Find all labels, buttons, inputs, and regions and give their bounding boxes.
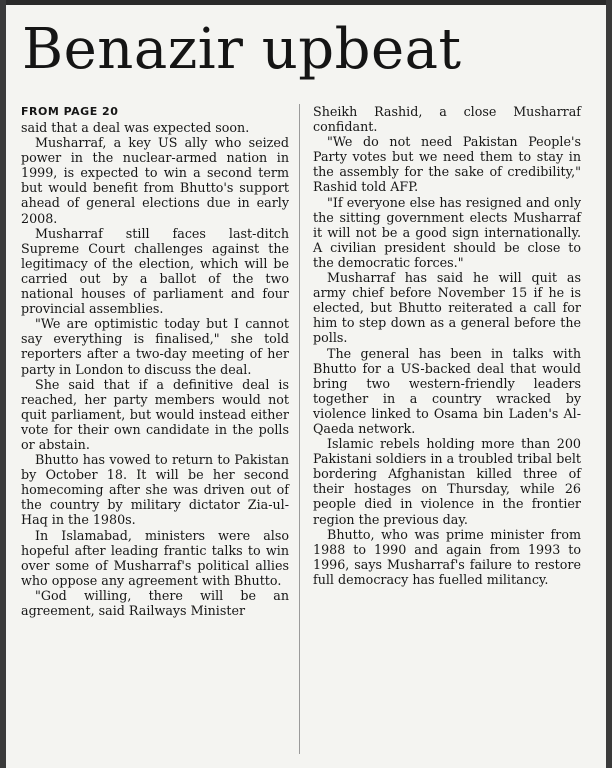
body-paragraph: Musharraf has said he will quit as army chief before November 15 if he is elected, but Bhutto reiterated a call for him to step down as a general before the polls.: [313, 270, 581, 346]
body-paragraph: She said that if a definitive deal is reached, her party members would not quit parliament, but would instead either vote for their own candidate in the polls or abstain.: [21, 376, 289, 452]
body-paragraph: "We do not need Pakistan People's Party votes but we need them to stay in the assembly for the sake of credibility," Rashid told AFP.: [313, 134, 581, 195]
top-border-rule: [0, 0, 612, 5]
left-column: [21, 104, 289, 764]
body-paragraph: Bhutto has vowed to return to Pakistan by October 18. It will be her second homecoming after she was driven out of the country by military dictator Zia-ul-Haq in the 1980s.: [21, 452, 289, 528]
right-column: [313, 104, 581, 764]
left-border-rule: [0, 0, 6, 768]
body-paragraph: Sheikh Rashid, a close Musharraf confidant.: [313, 104, 581, 135]
body-paragraph: Musharraf still faces last-ditch Supreme Court challenges against the legitimacy of the election, which will be carried out by a ballot of the two national houses of parliament and four provincial assemblies.: [21, 225, 289, 317]
jump-line: FROM PAGE 20: [21, 105, 119, 118]
body-paragraph: The general has been in talks with Bhutto for a US-backed deal that would bring two western-friendly leaders together in a country wracked by violence linked to Osama bin Laden's Al-Qaeda network.: [313, 345, 581, 436]
body-paragraph: "We are optimistic today but I cannot say everything is finalised," she told reporters after a two-day meeting of her party in London to discuss the deal.: [21, 316, 289, 377]
body-paragraph: "If everyone else has resigned and only the sitting government elects Musharraf it will not be a good sign internationally. A civilian president should be close to the democratic forces.": [313, 194, 581, 270]
body-paragraph: In Islamabad, ministers were also hopeful after leading frantic talks to win over some of Musharraf's political allies who oppose any agreement with Bhutto.: [21, 527, 289, 588]
body-paragraph: "God willing, there will be an agreement, said Railways Minister: [21, 587, 289, 618]
headline: Benazir upbeat: [22, 17, 462, 82]
body-paragraph: Musharraf, a key US ally who seized power in the nuclear-armed nation in 1999, is expected to win a second term but would benefit from Bhutto's support ahead of general elections due in early 2008.: [21, 135, 289, 226]
right-border-rule: [606, 0, 612, 768]
body-paragraph: said that a deal was expected soon.: [21, 120, 250, 135]
body-paragraph: Bhutto, who was prime minister from 1988 to 1990 and again from 1993 to 1996, says Musharraf's failure to restore full democracy has fuelled militancy.: [313, 526, 581, 587]
body-paragraph: Islamic rebels holding more than 200 Pakistani soldiers in a troubled tribal belt bordering Afghanistan killed three of their hostages on Thursday, while 26 people died in violence in the frontier region the previous day.: [313, 436, 581, 527]
column-divider: [299, 104, 300, 754]
